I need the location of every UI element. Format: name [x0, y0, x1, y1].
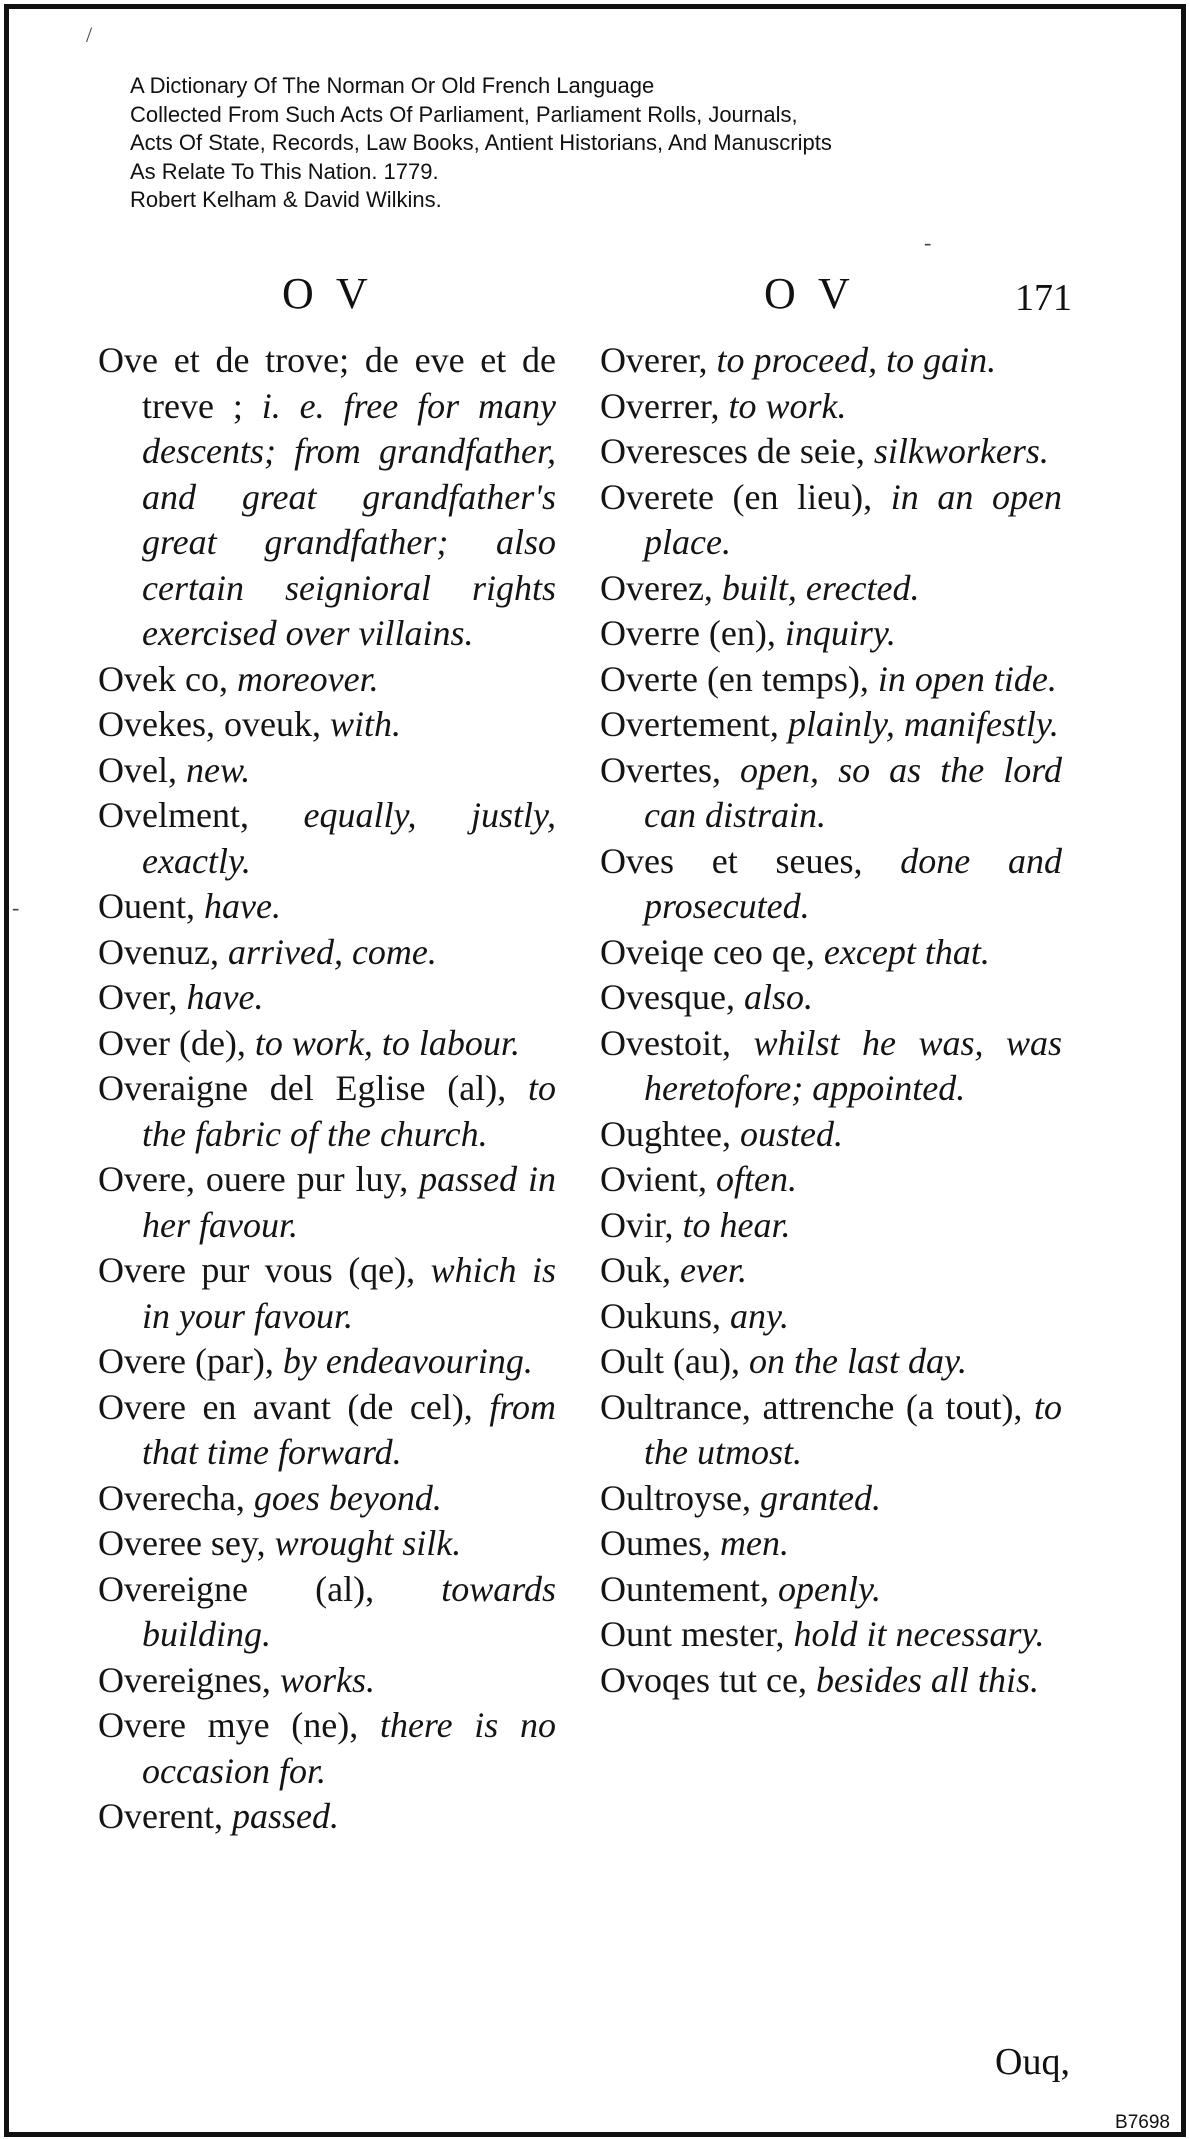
dictionary-entry: [98, 338, 556, 657]
headword: Oumes,: [600, 1523, 720, 1563]
definition: have.: [186, 977, 264, 1017]
definition: granted.: [759, 1477, 881, 1518]
definition: open, so as the lord can distrain.: [644, 749, 1062, 835]
headword: Oultroyse,: [600, 1477, 760, 1518]
dictionary-entry: [600, 1567, 1062, 1613]
headword: Ovek co,: [98, 658, 237, 699]
headword: Overesces de seie,: [600, 431, 874, 471]
dictionary-entry: [600, 566, 1062, 612]
definition: openly.: [777, 1568, 881, 1609]
dictionary-entry: [98, 1476, 556, 1522]
definition: equally, justly, exactly.: [142, 795, 556, 881]
headword: Ouk,: [600, 1250, 680, 1290]
dictionary-entry: [600, 930, 1062, 976]
definition: i. e. free for many descents; from grandfather, and great grandfather's great grandfather; also certain seignioral rights exercised over villains.: [142, 385, 556, 653]
headword: Oveiqe ceo qe,: [600, 931, 824, 972]
margin-mark: -: [12, 895, 20, 920]
dictionary-entry: [600, 1294, 1062, 1340]
dictionary-entry: [600, 839, 1062, 930]
dictionary-entry: [600, 1203, 1062, 1249]
headword: Overez,: [600, 567, 722, 608]
dictionary-entry: [600, 1521, 1062, 1567]
headword: Ovenuz,: [98, 931, 228, 972]
dictionary-entry: [600, 1658, 1062, 1704]
headword: Oughtee,: [600, 1113, 740, 1154]
dictionary-entry: [98, 793, 556, 884]
header-line: As Relate To This Nation. 1779.: [130, 158, 439, 184]
headword: Overeignes,: [98, 1659, 280, 1700]
headword: Ovient,: [600, 1159, 716, 1199]
definition: to the fabric of the church.: [142, 1068, 556, 1154]
headword: Overe, ouere pur luy,: [98, 1159, 420, 1199]
dictionary-entry: [600, 702, 1062, 748]
dictionary-entry: [600, 475, 1062, 566]
definition: have.: [203, 886, 281, 926]
headword: Ountement,: [600, 1568, 778, 1609]
dictionary-entry: [98, 1794, 556, 1840]
headword: Overer,: [600, 340, 717, 380]
dictionary-entry: [98, 657, 556, 703]
headword: Over (de),: [98, 1022, 255, 1063]
dash-mark: -: [924, 230, 932, 255]
headword: Ovel,: [98, 749, 186, 790]
dictionary-entry: [98, 1385, 556, 1476]
dictionary-entry: [98, 1521, 556, 1567]
dictionary-entry: [98, 1567, 556, 1658]
dictionary-entry: [600, 1385, 1062, 1476]
definition: from that time forward.: [142, 1386, 556, 1472]
definition: also.: [743, 977, 813, 1017]
definition: in open tide.: [877, 658, 1057, 699]
definition: moreover.: [236, 658, 379, 699]
dictionary-entry: [98, 748, 556, 794]
definition: wrought silk.: [274, 1523, 462, 1563]
header-line: Robert Kelham & David Wilkins.: [130, 187, 442, 212]
dictionary-entry: [98, 1703, 556, 1794]
headword: Oult (au),: [600, 1341, 749, 1381]
definition: in an open place.: [644, 476, 1062, 562]
definition: with.: [329, 704, 401, 744]
left-column: [98, 338, 556, 1840]
catchword: Ouq,: [995, 2041, 1070, 2083]
definition: ever.: [680, 1250, 747, 1290]
definition: whilst he was, was heretofore; appointed.: [644, 1022, 1062, 1108]
definition: goes beyond.: [253, 1477, 442, 1518]
headword: Oultrance, attrenche (a tout),: [600, 1386, 1034, 1427]
headword: Overe en avant (de cel),: [98, 1386, 490, 1427]
dictionary-entry: [600, 384, 1062, 430]
headword: Overrer,: [600, 385, 729, 426]
headword: Overe mye (ne),: [98, 1705, 380, 1745]
dictionary-entry: [98, 1248, 556, 1339]
headword: Overe pur vous (qe),: [98, 1250, 431, 1290]
dictionary-entry: [600, 1476, 1062, 1522]
definition: passed.: [231, 1796, 339, 1836]
dictionary-entry: [600, 1112, 1062, 1158]
headword: Ovekes, oveuk,: [98, 704, 330, 744]
definition: to work.: [728, 385, 847, 426]
running-head-right: O V: [764, 269, 856, 318]
dictionary-entry: [600, 975, 1062, 1021]
dictionary-entry: [98, 702, 556, 748]
headword: Overte (en temps),: [600, 658, 878, 699]
definition: done and prosecuted.: [644, 840, 1062, 926]
running-head-left: O V: [282, 269, 374, 318]
definition: silkworkers.: [873, 431, 1049, 471]
definition: men.: [720, 1523, 789, 1563]
definition: which is in your favour.: [142, 1250, 556, 1336]
bibliographic-header: [130, 72, 832, 215]
corner-mark: /: [86, 22, 93, 47]
headword: Ovoqes tut ce,: [600, 1659, 816, 1700]
headword: Overaigne del Eglise (al),: [98, 1068, 528, 1108]
headword: Ovestoit,: [600, 1022, 754, 1063]
headword: Ouent,: [98, 886, 204, 926]
definition: to work, to labour.: [254, 1022, 520, 1063]
definition: new.: [185, 749, 251, 790]
dictionary-entry: [600, 338, 1062, 384]
definition: built, erected.: [721, 567, 920, 608]
headword: Over,: [98, 977, 187, 1017]
definition: hold it necessary.: [793, 1614, 1045, 1654]
dictionary-entry: [98, 1021, 556, 1067]
definition: besides all this.: [815, 1659, 1039, 1700]
headword: Ount mester,: [600, 1614, 794, 1654]
headword: Oves et seues,: [600, 840, 901, 881]
headword: Overeigne (al),: [98, 1568, 442, 1609]
definition: any.: [730, 1295, 790, 1336]
dictionary-entry: [600, 1157, 1062, 1203]
header-line: Collected From Such Acts Of Parliament, Parliament Rolls, Journals,: [130, 101, 798, 127]
definition: on the last day.: [748, 1341, 967, 1381]
definition: passed in her favour.: [142, 1159, 556, 1245]
headword: Overecha,: [98, 1477, 254, 1518]
right-column: [600, 338, 1062, 1703]
definition: to the utmost.: [644, 1386, 1062, 1472]
definition: inquiry.: [784, 613, 896, 653]
headword: Oukuns,: [600, 1295, 731, 1336]
headword: Ove et de trove; de eve et de treve ;: [98, 340, 556, 426]
page-number: 171: [1015, 277, 1072, 319]
catalog-code: B7698: [1115, 2112, 1170, 2133]
dictionary-entry: [98, 884, 556, 930]
definition: there is no occasion for.: [142, 1705, 556, 1791]
dictionary-entry: [98, 930, 556, 976]
dictionary-entry: [600, 429, 1062, 475]
dictionary-entry: [600, 748, 1062, 839]
dictionary-entry: [98, 1157, 556, 1248]
definition: works.: [279, 1659, 375, 1700]
definition: towards building.: [142, 1568, 556, 1654]
definition: to hear.: [682, 1204, 791, 1245]
headword: Ovelment,: [98, 795, 304, 835]
definition: arrived, come.: [227, 931, 437, 972]
headword: Ovir,: [600, 1204, 683, 1245]
headword: Overete (en lieu),: [600, 476, 891, 517]
header-line: Acts Of State, Records, Law Books, Antient Historians, And Manuscripts: [130, 130, 832, 155]
dictionary-entry: [600, 1612, 1062, 1658]
dictionary-entry: [600, 1248, 1062, 1294]
headword: Overre (en),: [600, 613, 785, 653]
header-line: A Dictionary Of The Norman Or Old French Language: [130, 73, 655, 98]
definition: often.: [715, 1159, 797, 1199]
headword: Overtes,: [600, 749, 741, 790]
dictionary-entry: [98, 1066, 556, 1157]
headword: Overe (par),: [98, 1341, 283, 1381]
dictionary-entry: [600, 1339, 1062, 1385]
definition: by endeavouring.: [282, 1341, 533, 1381]
headword: Overtement,: [600, 704, 788, 744]
dictionary-entry: [98, 1658, 556, 1704]
definition: ousted.: [739, 1113, 843, 1154]
definition: except that.: [823, 931, 990, 972]
dictionary-entry: [98, 975, 556, 1021]
headword: Overent,: [98, 1796, 232, 1836]
dictionary-entry: [600, 1021, 1062, 1112]
dictionary-entry: [98, 1339, 556, 1385]
definition: plainly, manifestly.: [787, 704, 1059, 744]
definition: to proceed, to gain.: [716, 340, 997, 380]
dictionary-entry: [600, 657, 1062, 703]
headword: Overee sey,: [98, 1523, 275, 1563]
headword: Ovesque,: [600, 977, 744, 1017]
dictionary-entry: [600, 611, 1062, 657]
